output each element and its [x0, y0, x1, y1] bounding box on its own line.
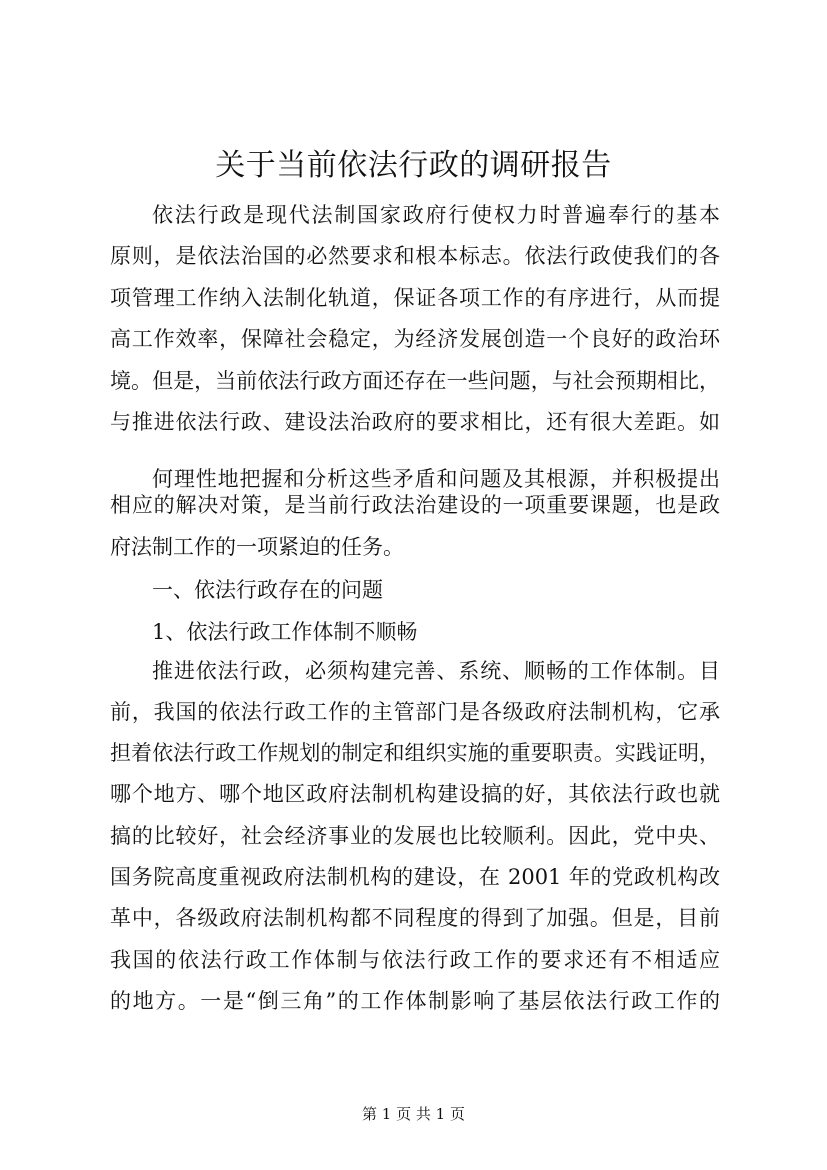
paragraph-line: 依法行政是现代法制国家政府行使权力时普遍奉行的基本 [152, 203, 720, 227]
paragraph-line: 哪个地方、哪个地区政府法制机构建设搞的好，其依法行政也就 [110, 782, 720, 806]
paragraph-line: 我国的依法行政工作体制与依法行政工作的要求还有不相适应 [110, 948, 720, 972]
paragraph-line: 国务院高度重视政府法制机构的建设，在 2001 年的党政机构改 [110, 865, 720, 889]
paragraph-line: 府法制工作的一项紧迫的任务。 [110, 535, 404, 559]
paragraph-line: 相应的解决对策，是当前行政法治建设的一项重要课题，也是政 [110, 493, 720, 517]
paragraph-line: 的地方。一是“倒三角”的工作体制影响了基层依法行政工作的 [110, 989, 720, 1013]
page-number-footer: 第 1 页 共 1 页 [362, 1105, 465, 1123]
paragraph-line: 担着依法行政工作规划的制定和组织实施的重要职责。实践证明， [110, 741, 720, 765]
paragraph-line: 项管理工作纳入法制化轨道，保证各项工作的有序进行，从而提 [110, 286, 720, 310]
paragraph-line: 境。但是，当前依法行政方面还存在一些问题，与社会预期相比， [110, 369, 720, 393]
subsection-heading: 1、依法行政工作体制不顺畅 [152, 620, 418, 644]
paragraph-line: 何理性地把握和分析这些矛盾和问题及其根源，并积极提出 [152, 467, 720, 491]
paragraph-line: 原则，是依法治国的必然要求和根本标志。依法行政使我们的各 [110, 244, 720, 268]
paragraph-line: 革中，各级政府法制机构都不同程度的得到了加强。但是，目前 [110, 906, 720, 930]
document-title: 关于当前依法行政的调研报告 [215, 148, 612, 183]
section-heading: 一、依法行政存在的问题 [152, 578, 383, 602]
paragraph-line: 与推进依法行政、建设法治政府的要求相比，还有很大差距。如 [110, 410, 720, 434]
paragraph-line: 前，我国的依法行政工作的主管部门是各级政府法制机构，它承 [110, 700, 720, 724]
paragraph-line: 推进依法行政，必须构建完善、系统、顺畅的工作体制。目 [152, 659, 720, 683]
paragraph-line: 搞的比较好，社会经济事业的发展也比较顺利。因此，党中央、 [110, 824, 720, 848]
paragraph-line: 高工作效率，保障社会稳定，为经济发展创造一个良好的政治环 [110, 327, 720, 351]
